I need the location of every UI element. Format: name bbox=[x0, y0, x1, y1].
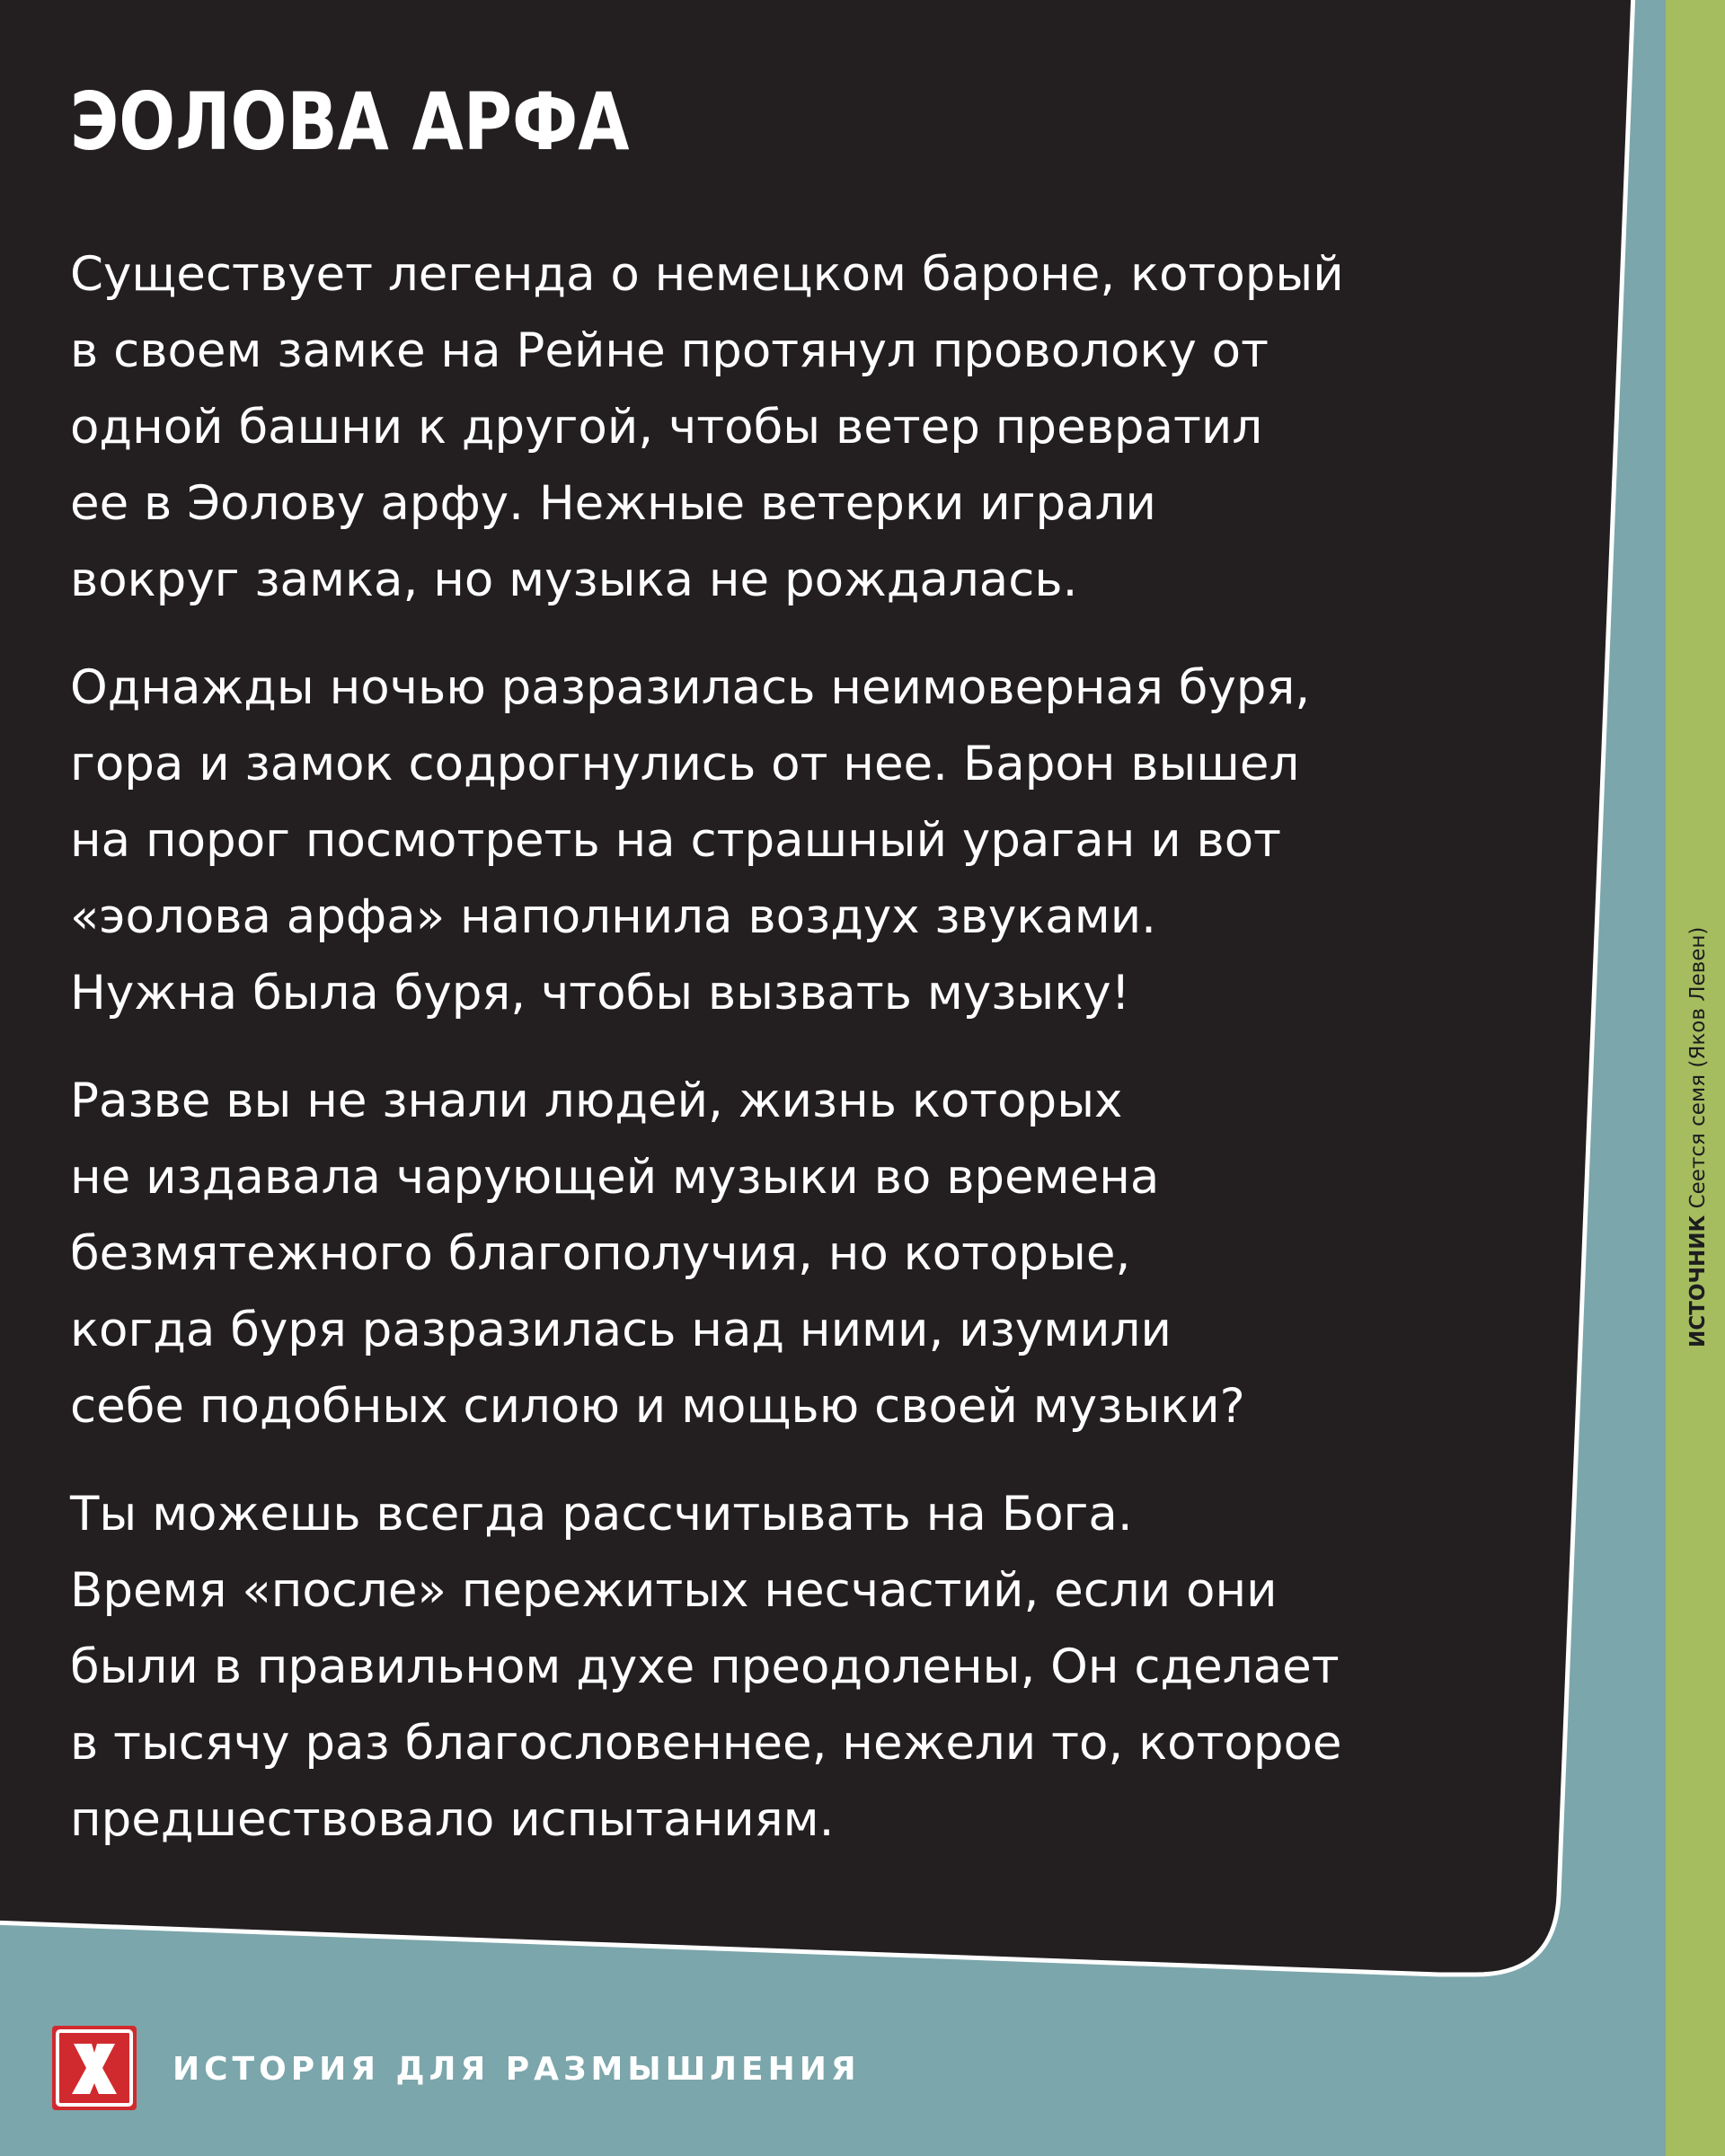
text-line: были в правильном духе преодолены, Он сделает bbox=[70, 1639, 1340, 1694]
story-paragraph bbox=[70, 1063, 1544, 1445]
text-line: Однажды ночью разразилась неимоверная буря, bbox=[70, 660, 1311, 715]
text-line: в тысячу раз благословеннее, нежели то, которое bbox=[70, 1716, 1342, 1771]
text-line: «эолова арфа» наполнила воздух звуками. bbox=[70, 889, 1156, 944]
text-line: когда буря разразилась над ними, изумили bbox=[70, 1303, 1172, 1357]
text-line: вокруг замка, но музыка не рождалась. bbox=[70, 552, 1078, 607]
story-title: ЭОЛОВА АРФА bbox=[70, 75, 630, 168]
text-line: Время «после» пережитых несчастий, если они bbox=[70, 1563, 1278, 1618]
text-line: Существует легенда о немецком бароне, который bbox=[70, 247, 1344, 302]
text-line: себе подобных силою и мощью своей музыки? bbox=[70, 1379, 1245, 1434]
text-line: предшествовало испытаниям. bbox=[70, 1792, 835, 1847]
series-label: ИСТОРИЯ ДЛЯ РАЗМЫШЛЕНИЯ bbox=[172, 2051, 861, 2088]
source-credit bbox=[1686, 927, 1710, 1348]
story-paragraph bbox=[70, 1476, 1544, 1858]
source-text: Сеется семя (Яков Левен) bbox=[1686, 926, 1710, 1209]
x-logo-icon bbox=[52, 2026, 137, 2110]
text-line: гора и замок содрогнулись от нее. Барон вышел bbox=[70, 737, 1300, 791]
text-line: на порог посмотреть на страшный ураган и вот bbox=[70, 813, 1282, 868]
text-line: Ты можешь всегда рассчитывать на Бога. bbox=[70, 1487, 1133, 1542]
text-line: безмятежного благополучия, но которые, bbox=[70, 1226, 1131, 1281]
text-line: Нужна была буря, чтобы вызвать музыку! bbox=[70, 966, 1130, 1021]
text-line: в своем замке на Рейне протянул проволоку от bbox=[70, 323, 1269, 378]
text-line: ее в Эолову арфу. Нежные ветерки играли bbox=[70, 476, 1156, 531]
story-paragraph bbox=[70, 649, 1544, 1031]
source-label: ИСТОЧНИК bbox=[1686, 1215, 1710, 1348]
text-line: не издавала чарующей музыки во времена bbox=[70, 1150, 1160, 1205]
story-paragraph bbox=[70, 236, 1544, 618]
text-line: одной башни к другой, чтобы ветер превратил bbox=[70, 400, 1263, 455]
text-line: Разве вы не знали людей, жизнь которых bbox=[70, 1074, 1123, 1128]
story-body bbox=[70, 236, 1544, 1889]
